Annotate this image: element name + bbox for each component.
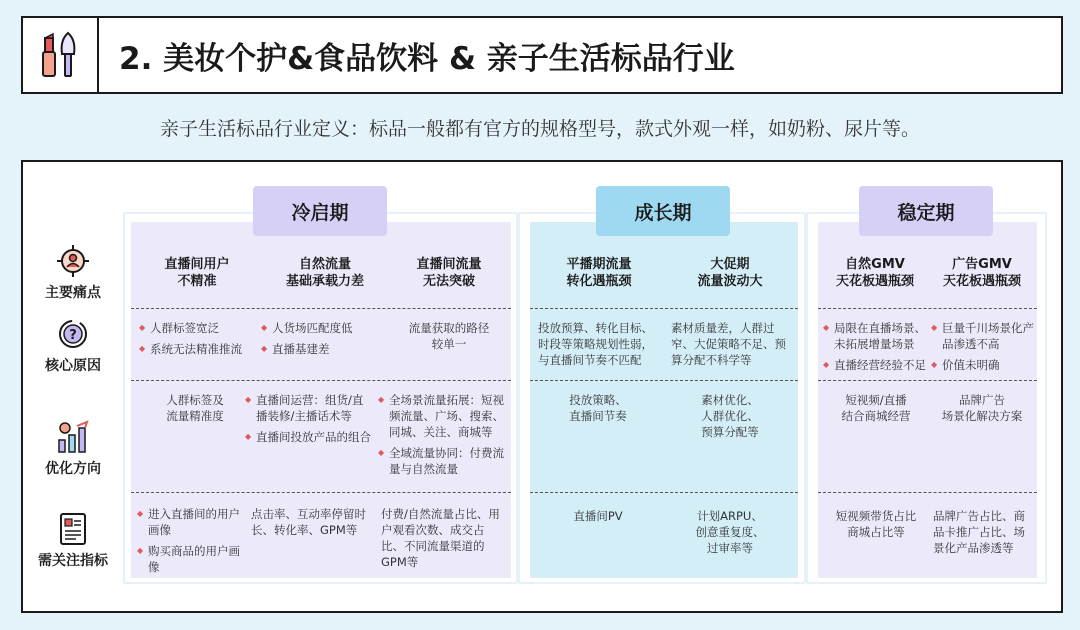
divider xyxy=(530,492,798,493)
stable-phase-title: 稳定期 xyxy=(859,186,993,236)
question-cycle-icon xyxy=(56,317,90,351)
list-item: ◆ 直播间运营：组货/直播装修/主播话术等 xyxy=(245,392,373,424)
list-item: ◆ 全场景流量拓展：短视频流量、广场、搜索、同城、关注、商城等 xyxy=(378,392,506,440)
list-item: ◆ 人群标签宽泛 xyxy=(139,320,257,336)
cold-cause-3: 流量获取的路径 较单一 xyxy=(408,321,490,351)
row-label-metrics: 需关注指标 xyxy=(23,512,123,570)
cold-opt-1: 人群标签及 流量精准度 xyxy=(166,393,224,423)
stable-opt-2: 品牌广告 场景化解决方案 xyxy=(941,393,1023,423)
stable-cause-2 xyxy=(931,320,1035,378)
cold-metric-2: 点击率、互动率停留时长、转化率、GPM等 xyxy=(251,507,366,537)
cold-opt-3 xyxy=(378,392,506,482)
stable-opt-1: 短视频/直播 结合商城经营 xyxy=(841,393,911,423)
grow-head-2: 大促期 流量波动大 xyxy=(697,257,763,289)
grow-cause-1: 投放预算、转化目标、时段等策略规划性弱，与直播间节奏不匹配 xyxy=(538,321,653,367)
list-item: ◆ 直播间投放产品的组合 xyxy=(245,429,373,445)
divider xyxy=(530,380,798,381)
stable-head-1: 自然GMV 天花板遇瓶颈 xyxy=(835,257,914,289)
stable-metric-2: 品牌广告占比、商品卡推广占比、场景化产品渗透等 xyxy=(933,509,1025,555)
grow-cause-2: 素材质量差，人群过窄、大促策略不足、预算分配不科学等 xyxy=(671,321,786,367)
header-bar xyxy=(21,16,1063,94)
cold-head-3: 直播间流量 无法突破 xyxy=(416,257,482,289)
page-title: 2. 美妆个护&食品饮料 & 亲子生活标品行业 xyxy=(119,40,735,77)
list-item: ◆ 系统无法精准推流 xyxy=(139,341,257,357)
row-label-optimize: 优化方向 xyxy=(23,420,123,478)
stable-head-2: 广告GMV 天花板遇瓶颈 xyxy=(942,257,1021,289)
divider xyxy=(818,308,1037,309)
list-item: ◆ 人货场匹配度低 xyxy=(261,320,381,336)
industry-definition: 亲子生活标品行业定义：标品一般都有官方的规格型号，款式外观一样，如奶粉、尿片等。 xyxy=(159,118,920,140)
cold-head-1: 直播间用户 不精准 xyxy=(164,257,230,289)
list-item: ◆ 局限在直播场景、未拓展增量场景 xyxy=(823,320,931,352)
grow-phase-title: 成长期 xyxy=(596,186,730,236)
grow-opt-1: 投放策略、 直播间节奏 xyxy=(569,393,627,423)
row-label-cause: ? 核心原因 xyxy=(23,317,123,375)
list-item: ◆ 全域流量协同：付费流量与自然流量 xyxy=(378,445,506,477)
divider xyxy=(131,380,511,381)
divider xyxy=(131,492,511,493)
cold-head-2: 自然流量 基础承载力差 xyxy=(285,257,364,289)
divider xyxy=(131,308,511,309)
stable-metric-1: 短视频带货占比 商城占比等 xyxy=(835,509,917,539)
grow-opt-2: 素材优化、 人群优化、 预算分配等 xyxy=(701,393,759,439)
row-label-pain: 主要痛点 xyxy=(23,244,123,302)
cold-cause-1 xyxy=(139,320,257,362)
list-item: ◆ 价值未明确 xyxy=(931,357,1035,373)
divider xyxy=(818,492,1037,493)
list-item: ◆ 购买商品的用户画像 xyxy=(137,543,249,575)
cold-phase-title: 冷启期 xyxy=(253,186,387,236)
grow-metric-2: 计划ARPU、 创意重复度、 过审率等 xyxy=(695,509,765,555)
report-document-icon xyxy=(58,512,88,546)
cold-metric-1 xyxy=(137,506,249,580)
stable-cause-1 xyxy=(823,320,931,378)
list-item: ◆ 进入直播间的用户画像 xyxy=(137,506,249,538)
divider xyxy=(530,308,798,309)
grow-metric-1: 直播间PV xyxy=(573,509,623,523)
list-item: ◆ 直播基建差 xyxy=(261,341,381,357)
list-item: ◆ 直播经营经验不足 xyxy=(823,357,931,373)
makeup-brush-icon xyxy=(23,18,99,92)
cold-metric-3: 付费/自然流量占比、用户观看次数、成交占比、不同流量渠道的GPM等 xyxy=(381,507,500,569)
list-item: ◆ 巨量千川场景化产品渗透不高 xyxy=(931,320,1035,352)
strategy-panel xyxy=(21,160,1063,613)
target-person-icon xyxy=(56,244,90,278)
svg-text:?: ? xyxy=(69,328,77,343)
divider xyxy=(818,380,1037,381)
cold-cause-2 xyxy=(261,320,381,362)
grow-head-1: 平播期流量 转化遇瓶颈 xyxy=(566,257,632,289)
growth-chart-icon xyxy=(55,420,91,454)
cold-opt-2 xyxy=(245,392,373,450)
